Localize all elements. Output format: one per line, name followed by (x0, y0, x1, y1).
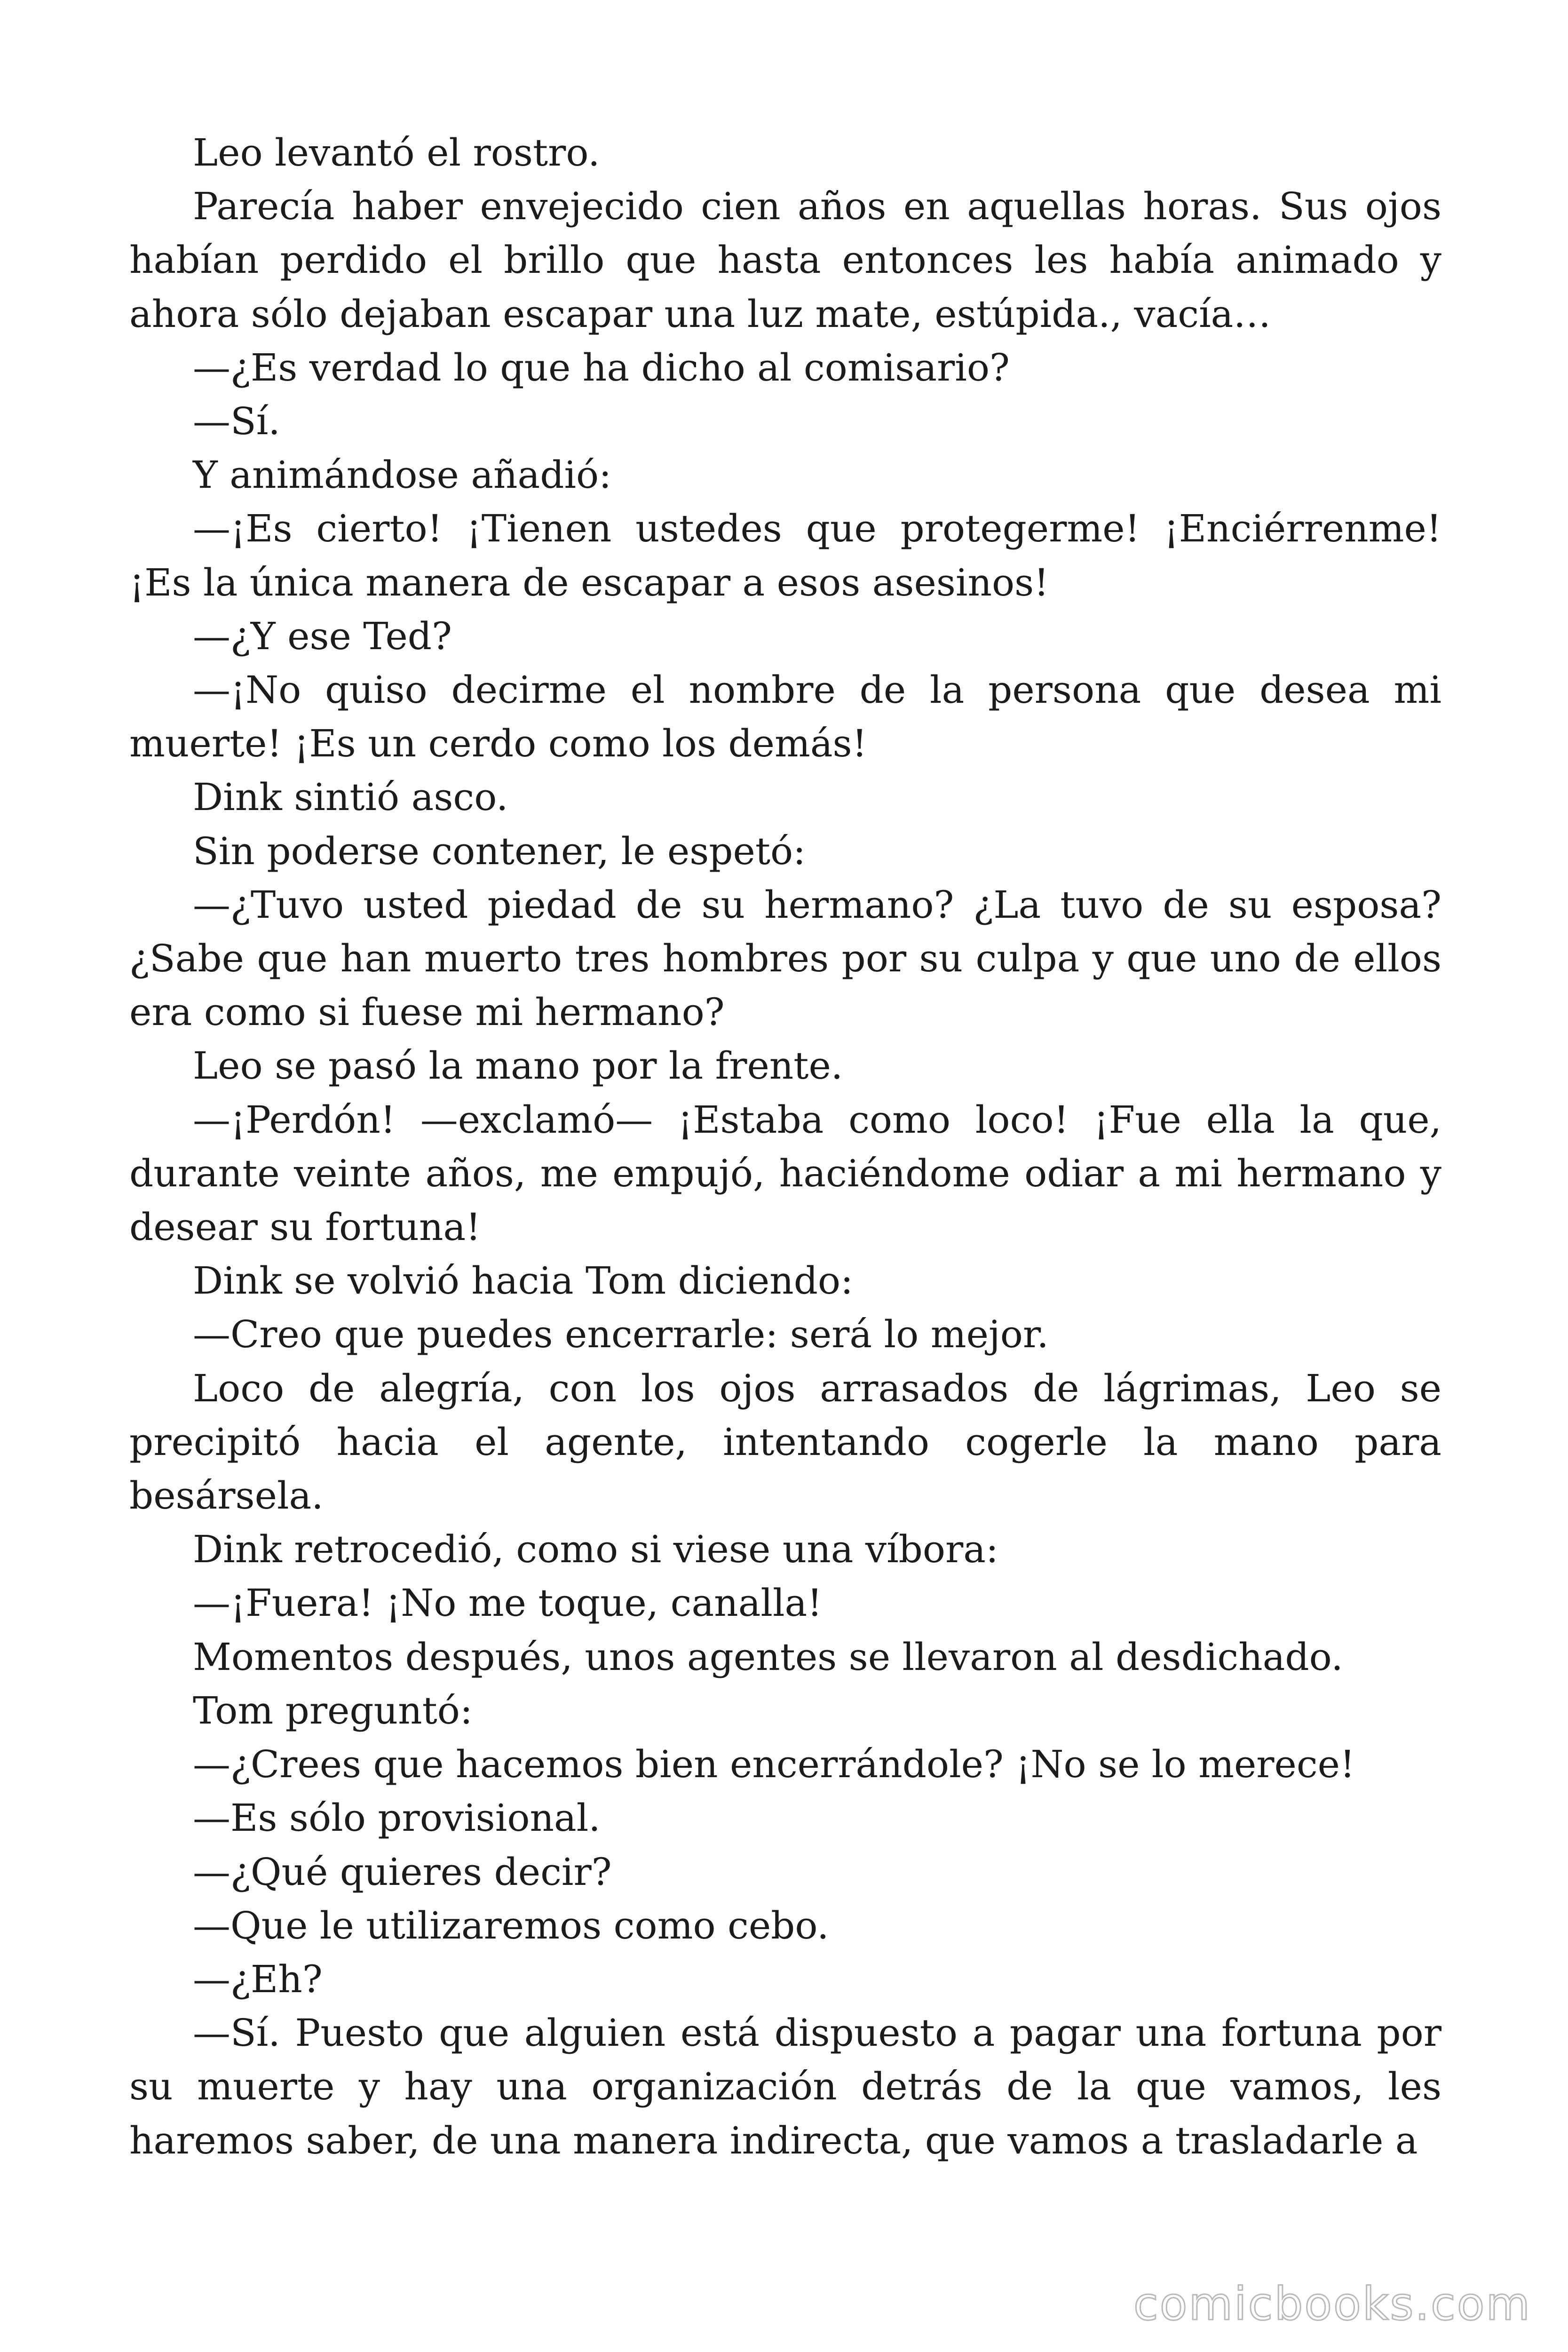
paragraph: —Que le utilizaremos como cebo. (193, 1903, 829, 1947)
paragraph: —¡No quiso decirme el nombre de la persona que desea mi muerte! ¡Es un cerdo como los demás! (129, 668, 1441, 766)
paragraph: Dink retrocedió, como si viese una víbora: (193, 1527, 998, 1572)
paragraph: —Sí. Puesto que alguien está dispuesto a pagar una fortuna por su muerte y hay una organización detrás de la que vamos, les haremos saber, de una manera indirecta, que vamos a trasladarle a (129, 2011, 1441, 2162)
paragraph: —¡Fuera! ¡No me toque, canalla! (193, 1581, 823, 1625)
paragraph: —¿Es verdad lo que ha dicho al comisario? (193, 345, 1010, 389)
paragraph: Momentos después, unos agentes se llevaron al desdichado. (193, 1635, 1343, 1679)
paragraph: Tom preguntó: (193, 1688, 473, 1732)
paragraph: Sin poderse contener, le espetó: (193, 829, 806, 873)
paragraph: Leo se pasó la mano por la frente. (193, 1044, 843, 1088)
paragraph: Dink se volvió hacia Tom diciendo: (193, 1259, 854, 1303)
watermark-logo: comicbooks.com (1133, 2278, 1531, 2330)
paragraph: —¿Y ese Ted? (193, 614, 452, 658)
paragraph: Loco de alegría, con los ojos arrasados de lágrimas, Leo se precipitó hacia el agente, intentando cogerle la mano para besársela. (129, 1366, 1441, 1518)
paragraph: —Creo que puedes encerrarle: será lo mejor. (193, 1312, 1049, 1357)
paragraph: Y animándose añadió: (193, 453, 612, 497)
paragraph: —Sí. (193, 399, 280, 444)
page-text (129, 126, 1441, 2168)
paragraph: —¿Tuvo usted piedad de su hermano? ¿La tuvo de su esposa? ¿Sabe que han muerto tres hombres por su culpa y que uno de ellos era como si fuese mi hermano? (129, 882, 1441, 1034)
paragraph: —¡Es cierto! ¡Tienen ustedes que protegerme! ¡Enciérrenme! ¡Es la única manera de escapar a esos asesinos! (129, 507, 1441, 604)
paragraph: —¿Crees que hacemos bien encerrándole? ¡No se lo merece! (193, 1742, 1355, 1787)
paragraph: Parecía haber envejecido cien años en aquellas horas. Sus ojos habían perdido el brillo que hasta entonces les había animado y ahora sólo dejaban escapar una luz mate, estúpida., vacía… (129, 184, 1441, 336)
paragraph: —¿Qué quieres decir? (193, 1850, 612, 1894)
paragraph: Leo levantó el rostro. (193, 131, 600, 175)
paragraph: Dink sintió asco. (193, 775, 508, 819)
paragraph: —¡Perdón! —exclamó— ¡Estaba como loco! ¡Fue ella la que, durante veinte años, me empujó, haciéndome odiar a mi hermano y desear su fortuna! (129, 1097, 1441, 1249)
paragraph: —¿Eh? (193, 1957, 323, 2001)
paragraph: —Es sólo provisional. (193, 1796, 601, 1840)
